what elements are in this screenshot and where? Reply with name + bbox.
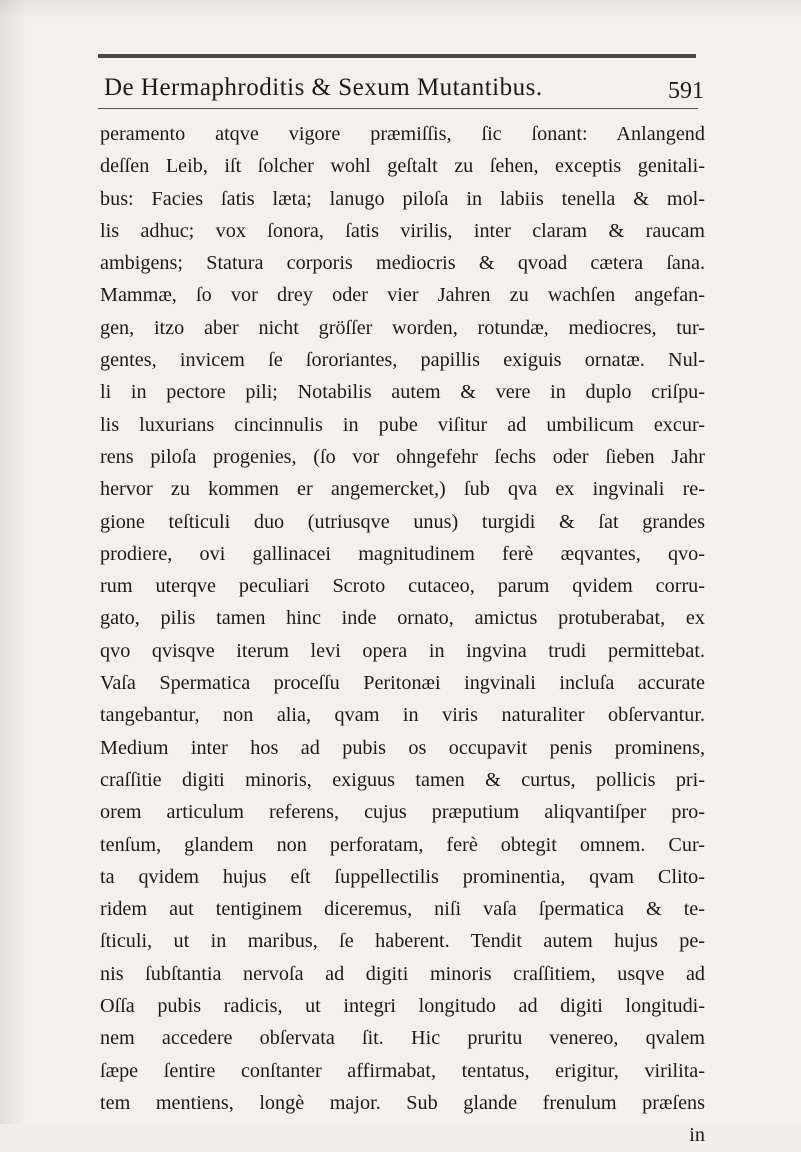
text-line: qvo qvisqve iterum levi opera in ingvina trudi permittebat. [100,639,705,662]
text-line: gen, itzo aber nicht gröſſer worden, rotundæ, mediocres, tur- [100,316,705,339]
text-line: li in pectore pili; Notabilis autem & vere in duplo criſpu- [100,381,705,404]
text-line: tem mentiens, longè major. Sub glande frenulum præſens [100,1091,705,1114]
text-line: tangebantur, non alia, qvam in viris naturaliter obſervantur. [100,704,705,727]
page-header [104,70,704,110]
text-line: gentes, invicem ſe ſororiantes, papillis exiguis ornatæ. Nul- [100,349,705,372]
text-line: ridem aut tentiginem diceremus, niſi vaſa ſpermatica & te- [100,898,705,921]
text-line: Vaſa Spermatica proceſſu Peritonæi ingvinali incluſa accurate [100,672,705,695]
text-line: bus: Facies ſatis læta; lanugo piloſa in labiis tenella & mol- [100,187,705,210]
text-line: deſſen Leib, iſt ſolcher wohl geſtalt zu ſehen, exceptis genitali- [100,155,705,178]
running-head: De Hermaphroditis & Sexum Mutantibus. [104,74,543,101]
text-line: in [689,1124,705,1147]
text-line: ambigens; Statura corporis mediocris & qvoad cætera ſana. [100,252,705,275]
text-line: nis ſubſtantia nervoſa ad digiti minoris craſſitiem, usqve ad [100,962,705,985]
body-text [100,118,705,1152]
text-line: lis luxurians cincinnulis in pube viſitur ad umbilicum excur- [100,413,705,436]
text-line: prodiere, ovi gallinacei magnitudinem ferè æqvantes, qvo- [100,542,705,565]
text-line: Oſſa pubis radicis, ut integri longitudo ad digiti longitudi- [100,995,705,1018]
text-line: ſæpe ſentire conſtanter affirmabat, tentatus, erigitur, virilita- [100,1059,705,1082]
text-line: hervor zu kommen er angemercket,) ſub qva ex ingvinali re- [100,478,705,501]
text-line: lis adhuc; vox ſonora, ſatis virilis, inter claram & raucam [100,219,705,242]
text-line: rum uterqve peculiari Scroto cutaceo, parum qvidem corru- [100,575,705,598]
top-border-rule [98,54,696,58]
text-line: rens piloſa progenies, (ſo vor ohngefehr ſechs oder ſieben Jahr [100,445,705,468]
text-line: gato, pilis tamen hinc inde ornato, amictus protuberabat, ex [100,607,705,630]
text-line: nem accedere obſervata ſit. Hic pruritu venereo, qvalem [100,1027,705,1050]
text-line: ta qvidem hujus eſt ſuppellectilis prominentia, qvam Clito- [100,865,705,888]
text-line: peramento atqve vigore præmiſſis, ſic ſonant: Anlangend [100,123,705,145]
header-rule [98,108,698,109]
text-line: gione teſticuli duo (utriusqve unus) turgidi & ſat grandes [100,510,705,533]
page-number: 591 [668,78,704,104]
text-line: craſſitie digiti minoris, exiguus tamen & curtus, pollicis pri- [100,768,705,791]
text-line: ſticuli, ut in maribus, ſe haberent. Tendit autem hujus pe- [100,930,705,953]
text-line: orem articulum referens, cujus præputium aliqvantiſper pro- [100,801,705,824]
text-line: Mammæ, ſo vor drey oder vier Jahren zu wachſen angefan- [100,284,705,307]
text-line: Medium inter hos ad pubis os occupavit penis prominens, [100,736,705,759]
text-line: tenſum, glandem non perforatam, ferè obtegit omnem. Cur- [100,833,705,856]
